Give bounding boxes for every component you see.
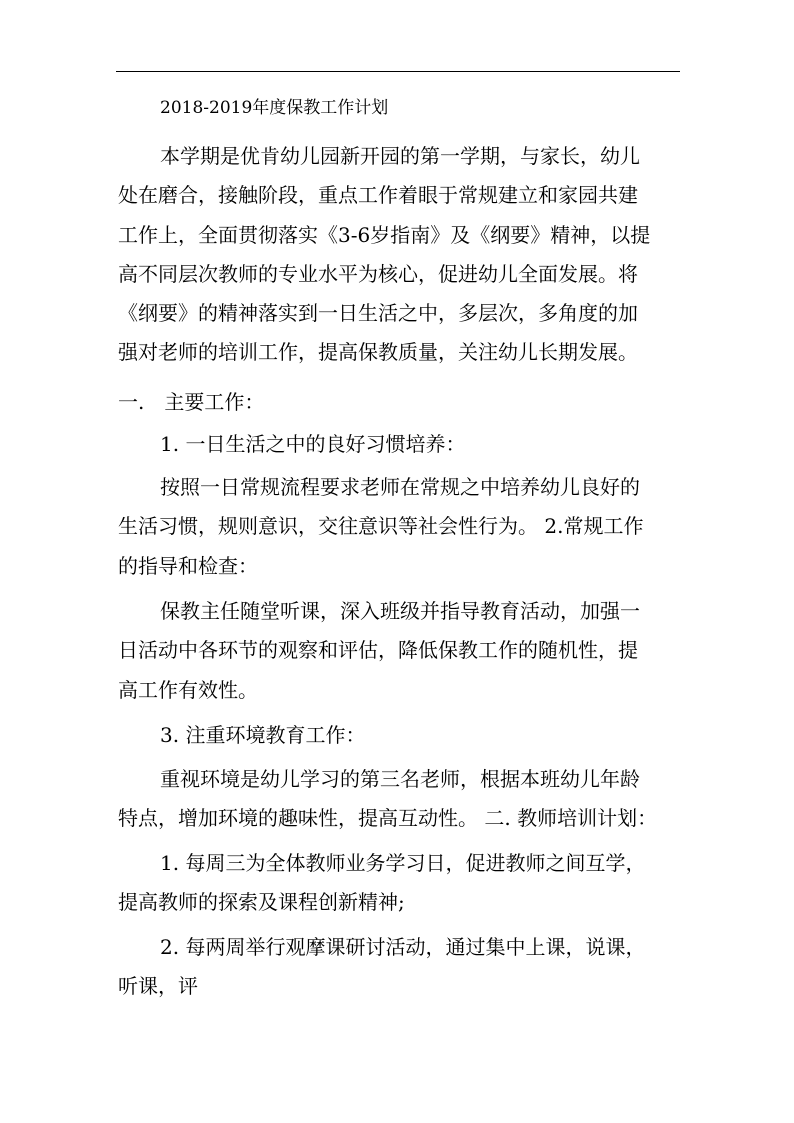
paragraph-line: 日活动中各环节的观察和评估，降低保教工作的随机性，提 (118, 638, 638, 662)
document-title: 2018-2019年度保教工作计划 (160, 98, 389, 118)
paragraph-line: 处在磨合，接触阶段，重点工作着眼于常规建立和家园共建 (118, 183, 638, 207)
paragraph-line: 本学期是优肯幼儿园新开园的第一学期，与家长，幼儿 (160, 144, 640, 168)
subsection-heading: 1. 一日生活之中的良好习惯培养： (160, 432, 466, 456)
paragraph-line: 按照一日常规流程要求老师在常规之中培养幼儿良好的 (160, 475, 640, 499)
paragraph-line: 强对老师的培训工作，提高保教质量，关注幼儿长期发展。 (118, 340, 638, 364)
paragraph-line: 《纲要》的精神落实到一日生活之中，多层次，多角度的加 (118, 301, 638, 325)
paragraph-line: 高不同层次教师的专业水平为核心，促进幼儿全面发展。将 (118, 262, 638, 286)
paragraph-line: 的指导和检查： (118, 554, 258, 578)
paragraph-line: 工作上，全面贯彻落实《3-6岁指南》及《纲要》精神，以提 (118, 223, 651, 247)
paragraph-line: 听课，评 (118, 974, 198, 998)
section-heading: 一. 主要工作： (118, 390, 265, 414)
paragraph-line: 提高教师的探索及课程创新精神; (118, 890, 405, 914)
paragraph-line: 生活习惯，规则意识，交往意识等社会性行为。 2.常规工作 (118, 514, 644, 538)
paragraph-line: 特点，增加环境的趣味性，提高互动性。 二. 教师培训计划： (118, 806, 658, 830)
header-rule (116, 71, 680, 72)
paragraph-line: 重视环境是幼儿学习的第三名老师，根据本班幼儿年龄 (160, 767, 640, 791)
paragraph-line: 高工作有效性。 (118, 678, 258, 702)
subsection-heading: 3. 注重环境教育工作： (160, 723, 366, 747)
paragraph-line: 1. 每周三为全体教师业务学习日，促进教师之间互学， (160, 851, 646, 875)
paragraph-line: 2. 每两周举行观摩课研讨活动，通过集中上课，说课， (160, 935, 646, 959)
paragraph-line: 保教主任随堂听课，深入班级并指导教育活动，加强一 (160, 599, 640, 623)
